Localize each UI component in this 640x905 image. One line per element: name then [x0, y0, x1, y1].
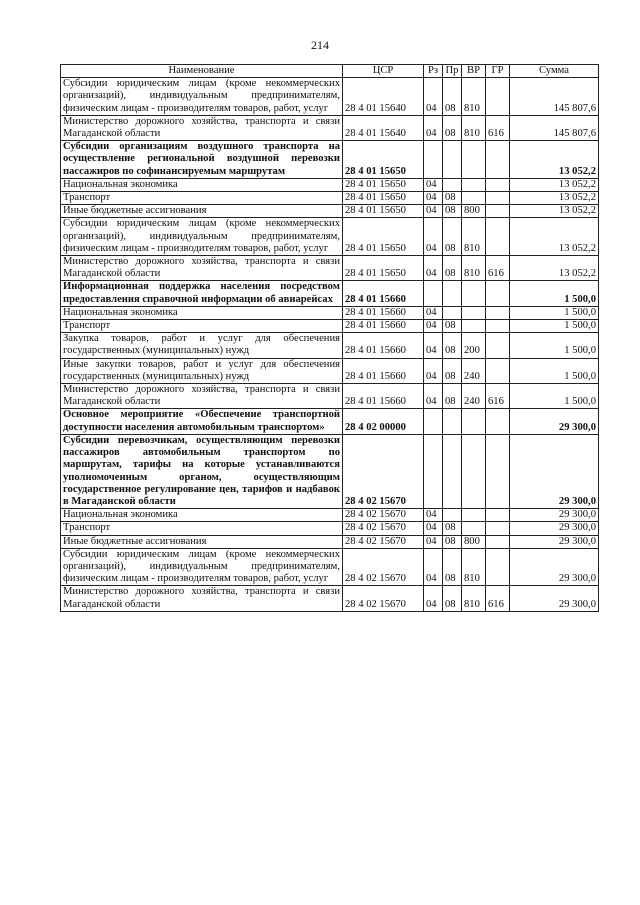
row-rz — [424, 434, 443, 508]
table-row — [61, 192, 599, 205]
row-pr: 08 — [443, 535, 462, 548]
row-csr: 28 4 02 15670 — [343, 509, 424, 522]
row-csr: 28 4 01 15660 — [343, 320, 424, 333]
row-rz: 04 — [424, 306, 443, 319]
row-csr: 28 4 01 15650 — [343, 192, 424, 205]
row-name: Министерство дорожного хозяйства, транспорта и связи Магаданской области — [61, 256, 343, 281]
row-gr: 616 — [486, 586, 510, 611]
row-pr — [443, 281, 462, 306]
row-pr: 08 — [443, 256, 462, 281]
header-gr: ГР — [486, 65, 510, 78]
row-pr: 08 — [443, 333, 462, 358]
row-vr: 240 — [462, 384, 486, 409]
row-pr: 08 — [443, 115, 462, 140]
page-number: 214 — [311, 38, 329, 52]
row-sum: 13 052,2 — [510, 218, 599, 256]
row-csr: 28 4 02 15670 — [343, 548, 424, 586]
row-sum: 145 807,6 — [510, 115, 599, 140]
row-vr: 800 — [462, 535, 486, 548]
row-vr: 810 — [462, 586, 486, 611]
row-vr: 240 — [462, 358, 486, 383]
row-rz: 04 — [424, 115, 443, 140]
row-pr: 08 — [443, 192, 462, 205]
table-row — [61, 205, 599, 218]
row-sum: 29 300,0 — [510, 535, 599, 548]
row-gr — [486, 320, 510, 333]
header-sum: Сумма — [510, 65, 599, 78]
row-rz — [424, 409, 443, 434]
row-csr: 28 4 01 15650 — [343, 205, 424, 218]
row-rz: 04 — [424, 218, 443, 256]
table-row — [61, 434, 599, 508]
row-vr — [462, 141, 486, 179]
row-csr: 28 4 02 00000 — [343, 409, 424, 434]
row-csr: 28 4 01 15640 — [343, 115, 424, 140]
row-csr: 28 4 01 15660 — [343, 333, 424, 358]
row-rz — [424, 141, 443, 179]
row-sum: 13 052,2 — [510, 205, 599, 218]
row-gr — [486, 409, 510, 434]
row-vr — [462, 434, 486, 508]
row-gr — [486, 358, 510, 383]
row-name: Иные бюджетные ассигнования — [61, 535, 343, 548]
table-row — [61, 141, 599, 179]
row-rz: 04 — [424, 178, 443, 191]
row-rz: 04 — [424, 586, 443, 611]
table-row — [61, 281, 599, 306]
row-rz: 04 — [424, 192, 443, 205]
row-name: Информационная поддержка населения посредством предоставления справочной информации об авиарейсах — [61, 281, 343, 306]
row-vr: 200 — [462, 333, 486, 358]
row-name: Субсидии юридическим лицам (кроме некоммерческих организаций), индивидуальным предпринимателям, физическим лицам - производителям товаров, работ, услуг — [61, 218, 343, 256]
row-sum: 13 052,2 — [510, 141, 599, 179]
row-csr: 28 4 01 15650 — [343, 218, 424, 256]
row-name: Национальная экономика — [61, 306, 343, 319]
row-rz: 04 — [424, 522, 443, 535]
table-row — [61, 178, 599, 191]
row-name: Основное мероприятие «Обеспечение транспортной доступности населения автомобильным транспортом» — [61, 409, 343, 434]
row-name: Министерство дорожного хозяйства, транспорта и связи Магаданской области — [61, 115, 343, 140]
row-sum: 1 500,0 — [510, 333, 599, 358]
row-pr: 08 — [443, 205, 462, 218]
row-csr: 28 4 01 15650 — [343, 178, 424, 191]
row-sum: 13 052,2 — [510, 256, 599, 281]
row-gr — [486, 141, 510, 179]
row-pr: 08 — [443, 218, 462, 256]
row-vr — [462, 320, 486, 333]
table-row — [61, 320, 599, 333]
row-rz — [424, 281, 443, 306]
row-vr — [462, 509, 486, 522]
row-pr: 08 — [443, 384, 462, 409]
row-sum: 1 500,0 — [510, 320, 599, 333]
row-sum: 29 300,0 — [510, 586, 599, 611]
row-gr — [486, 218, 510, 256]
header-name: Наименование — [61, 65, 343, 78]
row-gr — [486, 192, 510, 205]
row-sum: 1 500,0 — [510, 358, 599, 383]
row-name: Субсидии перевозчикам, осуществляющим перевозки пассажиров автомобильным транспортом по маршрутам, тарифы на которые устанавливаются уполномоченным органом, осуществляющим государственное регулирование цен, тарифов и надбавок в Магаданской области — [61, 434, 343, 508]
row-vr: 810 — [462, 78, 486, 116]
row-pr — [443, 409, 462, 434]
row-sum: 13 052,2 — [510, 192, 599, 205]
row-pr — [443, 509, 462, 522]
row-vr — [462, 281, 486, 306]
row-sum: 29 300,0 — [510, 434, 599, 508]
row-gr: 616 — [486, 384, 510, 409]
row-csr: 28 4 02 15670 — [343, 586, 424, 611]
row-gr — [486, 205, 510, 218]
row-name: Транспорт — [61, 320, 343, 333]
row-rz: 04 — [424, 509, 443, 522]
row-vr: 810 — [462, 548, 486, 586]
table-row — [61, 535, 599, 548]
row-gr — [486, 78, 510, 116]
row-name: Субсидии организациям воздушного транспорта на осуществление региональной воздушной перевозки пассажиров по софинансируемым маршрутам — [61, 141, 343, 179]
row-gr — [486, 434, 510, 508]
row-sum: 1 500,0 — [510, 281, 599, 306]
row-vr — [462, 192, 486, 205]
row-pr — [443, 141, 462, 179]
table-row — [61, 78, 599, 116]
row-rz: 04 — [424, 256, 443, 281]
row-rz: 04 — [424, 205, 443, 218]
row-sum: 29 300,0 — [510, 409, 599, 434]
table-row — [61, 548, 599, 586]
row-rz: 04 — [424, 548, 443, 586]
row-rz: 04 — [424, 535, 443, 548]
row-rz: 04 — [424, 333, 443, 358]
row-csr: 28 4 01 15640 — [343, 78, 424, 116]
row-name: Субсидии юридическим лицам (кроме некоммерческих организаций), индивидуальным предпринимателям, физическим лицам - производителям товаров, работ, услуг — [61, 548, 343, 586]
row-sum: 29 300,0 — [510, 509, 599, 522]
table-row — [61, 256, 599, 281]
row-vr — [462, 306, 486, 319]
header-row — [61, 65, 599, 78]
row-sum: 1 500,0 — [510, 384, 599, 409]
row-pr: 08 — [443, 358, 462, 383]
row-pr — [443, 306, 462, 319]
row-name: Транспорт — [61, 192, 343, 205]
table-row — [61, 409, 599, 434]
row-rz: 04 — [424, 384, 443, 409]
header-csr: ЦСР — [343, 65, 424, 78]
row-rz: 04 — [424, 78, 443, 116]
row-csr: 28 4 01 15650 — [343, 256, 424, 281]
row-sum: 29 300,0 — [510, 522, 599, 535]
row-vr — [462, 409, 486, 434]
row-pr — [443, 434, 462, 508]
row-csr: 28 4 02 15670 — [343, 434, 424, 508]
row-vr: 810 — [462, 218, 486, 256]
row-name: Национальная экономика — [61, 509, 343, 522]
row-gr — [486, 333, 510, 358]
row-gr — [486, 306, 510, 319]
row-csr: 28 4 02 15670 — [343, 535, 424, 548]
table-row — [61, 218, 599, 256]
row-vr — [462, 178, 486, 191]
row-gr — [486, 522, 510, 535]
row-csr: 28 4 02 15670 — [343, 522, 424, 535]
table-body — [61, 78, 599, 612]
row-sum: 145 807,6 — [510, 78, 599, 116]
row-gr: 616 — [486, 115, 510, 140]
table-row — [61, 358, 599, 383]
row-csr: 28 4 01 15650 — [343, 141, 424, 179]
table-row — [61, 509, 599, 522]
row-sum: 1 500,0 — [510, 306, 599, 319]
row-pr: 08 — [443, 586, 462, 611]
row-name: Субсидии юридическим лицам (кроме некоммерческих организаций), индивидуальным предпринимателям, физическим лицам - производителям товаров, работ, услуг — [61, 78, 343, 116]
row-name: Иные бюджетные ассигнования — [61, 205, 343, 218]
row-csr: 28 4 01 15660 — [343, 384, 424, 409]
row-csr: 28 4 01 15660 — [343, 358, 424, 383]
row-rz: 04 — [424, 358, 443, 383]
row-gr: 616 — [486, 256, 510, 281]
table-row — [61, 333, 599, 358]
row-csr: 28 4 01 15660 — [343, 306, 424, 319]
row-name: Министерство дорожного хозяйства, транспорта и связи Магаданской области — [61, 384, 343, 409]
row-gr — [486, 535, 510, 548]
header-pr: Пр — [443, 65, 462, 78]
row-gr — [486, 281, 510, 306]
header-vr: ВР — [462, 65, 486, 78]
row-pr: 08 — [443, 548, 462, 586]
row-gr — [486, 509, 510, 522]
row-sum: 29 300,0 — [510, 548, 599, 586]
row-gr — [486, 548, 510, 586]
row-name: Иные закупки товаров, работ и услуг для обеспечения государственных (муниципальных) нужд — [61, 358, 343, 383]
row-pr: 08 — [443, 522, 462, 535]
table-row — [61, 384, 599, 409]
row-pr: 08 — [443, 320, 462, 333]
row-pr: 08 — [443, 78, 462, 116]
row-vr: 810 — [462, 115, 486, 140]
table-header — [61, 65, 599, 78]
row-csr: 28 4 01 15660 — [343, 281, 424, 306]
row-gr — [486, 178, 510, 191]
budget-table — [60, 64, 599, 612]
row-sum: 13 052,2 — [510, 178, 599, 191]
row-vr — [462, 522, 486, 535]
row-vr: 800 — [462, 205, 486, 218]
table-row — [61, 306, 599, 319]
table-row — [61, 115, 599, 140]
row-rz: 04 — [424, 320, 443, 333]
row-name: Национальная экономика — [61, 178, 343, 191]
row-name: Министерство дорожного хозяйства, транспорта и связи Магаданской области — [61, 586, 343, 611]
row-name: Закупка товаров, работ и услуг для обеспечения государственных (муниципальных) нужд — [61, 333, 343, 358]
table-row — [61, 586, 599, 611]
header-rz: Рз — [424, 65, 443, 78]
table-row — [61, 522, 599, 535]
row-name: Транспорт — [61, 522, 343, 535]
row-pr — [443, 178, 462, 191]
row-vr: 810 — [462, 256, 486, 281]
